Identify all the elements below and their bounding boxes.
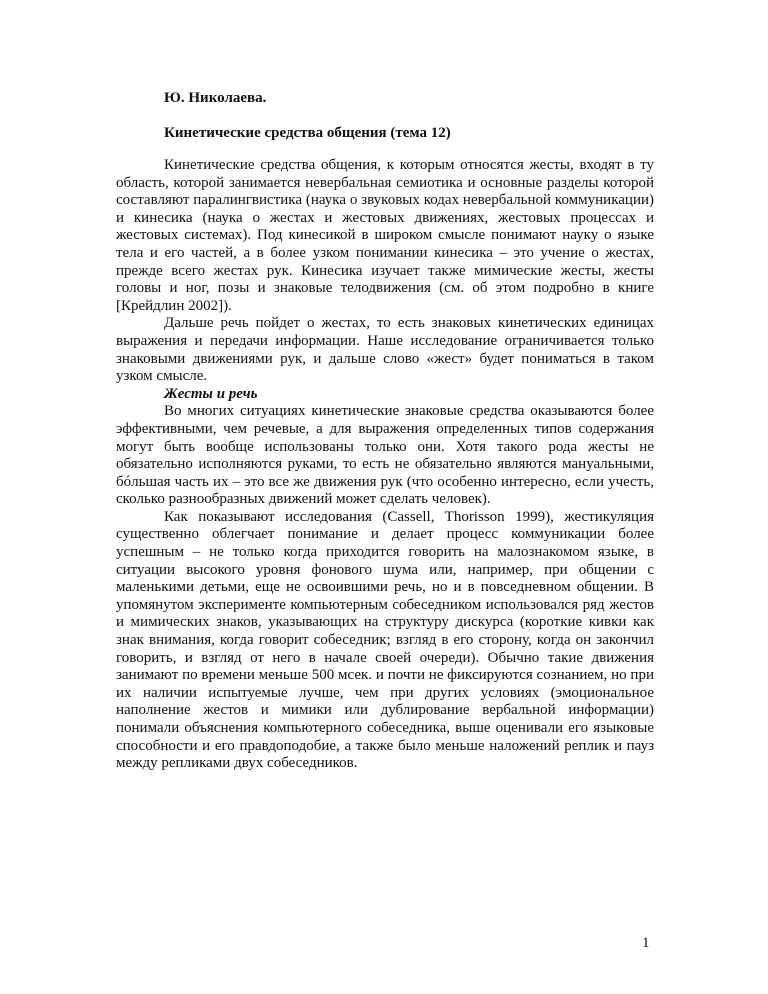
- paragraph-research: Как показывают исследования (Cassell, Thorisson 1999), жестикуляция существенно облегчает понимание и делает процесс коммуникации более успешным – не только когда приходится говорить на малознакомом языке, в ситуации высокого уровня фонового шума или, например, при общении с маленькими детьми, еще не освоившими речь, но и в повседневном общении. В упомянутом эксперименте компьютерным собеседником использовался ряд жестов и мимических знаков, указывающих на структуру дискурса (короткие кивки как знак внимания, когда говорит собеседник; взгляд в его сторону, когда он закончил говорить, и взгляд от него в начале своей очереди). Обычно такие движения занимают по времени меньше 500 мсек. и почти не фиксируются сознанием, но при их наличии испытуемые лучше, чем при других условиях (эмоциональное наполнение жестов и мимики или дублирование вербальной информации) понимали объяснения компьютерного собеседника, выше оценивали его языковые способности и его правдоподобие, а также было меньше наложений реплик и пауз между репликами двух собеседников.: [116, 508, 654, 772]
- author-name: Ю. Николаева.: [164, 90, 267, 106]
- paragraph-scope: Дальше речь пойдет о жестах, то есть знаковых кинетических единицах выражения и передачи информации. Наше исследование ограничивается только знаковыми движениями рук, и дальше слово «жест» будет пониматься в таком узком смысле.: [116, 315, 654, 385]
- document-body: [116, 157, 654, 773]
- document-title: Кинетические средства общения (тема 12): [164, 125, 451, 141]
- paragraph-gestures-effectiveness: Во многих ситуациях кинетические знаковые средства оказываются более эффективными, чем речевые, а для выражения определенных типов содержания могут быть вообще использованы только они. Хотя такого рода жесты не обязательно исполняются руками, то есть не обязательно являются мануальными, бóльшая часть их – это все же движения рук (что особенно интересно, если учесть, сколько разнообразных движений может сделать человек).: [116, 403, 654, 508]
- paragraph-intro: Кинетические средства общения, к которым относятся жесты, входят в ту область, которой занимается невербальная семиотика и основные разделы которой составляют паралингвистика (наука о звуковых кодах невербальной коммуникации) и кинесика (наука о жестах и жестовых движениях, жестовых процессах и жестовых системах). Под кинесикой в широком смысле понимают науку о языке тела и его частей, а в более узком понимании кинесика – это учение о жестах, прежде всего жестах рук. Кинесика изучает также мимические жесты, жесты головы и ног, позы и знаковые телодвижения (см. об этом подробно в книге [Крейдлин 2002]).: [116, 157, 654, 314]
- section-heading: Жесты и речь: [164, 385, 258, 402]
- page-number: 1: [642, 935, 650, 951]
